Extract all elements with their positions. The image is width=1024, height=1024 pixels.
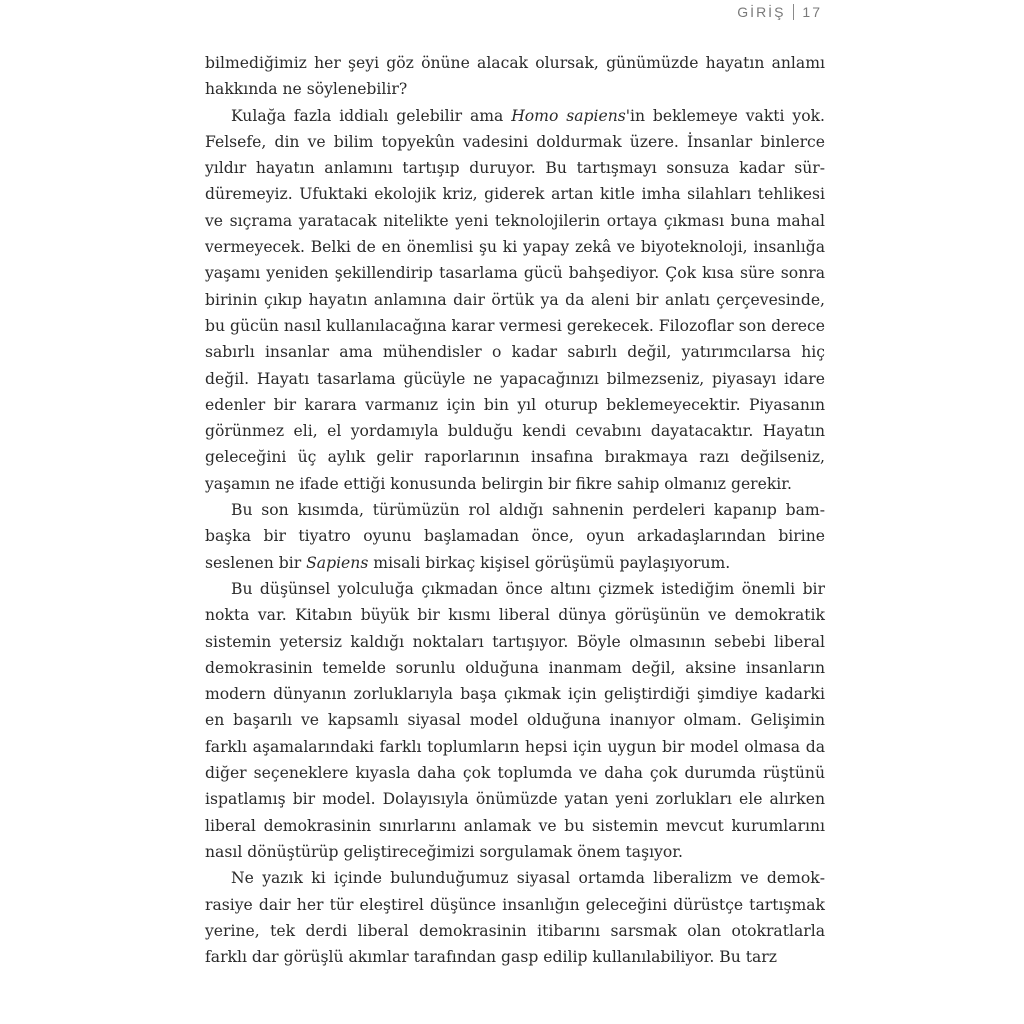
paragraph-5: Ne yazık ki içinde bulunduğumuz siyasal ortamda liberalizm ve demokrasiye dair her tür eleştirel düşünce insanlığın geleceğini dürüstçe tartışmak yerine, tek derdi liberal demokrasinin itibarını sarsmak olan otokratlarla farklı dar görüşlü akımlar tarafından gasp edilip kullanılabiliyor. Bu tarz	[205, 869, 825, 967]
italic-sapiens: Sapiens	[306, 553, 369, 572]
header-divider	[793, 4, 794, 20]
paragraph-3-part-2: misali birkaç kişisel görüşümü paylaşıyorum.	[368, 553, 731, 572]
paragraph-3-part-1: Bu son kısımda, türümüzün rol aldığı sahnenin perdeleri kapanıp bambaşka bir tiyatro oyunu başlamadan önce, oyun arkadaşlarından birine seslenen bir	[205, 501, 825, 572]
section-title: GİRİŞ	[737, 4, 786, 20]
running-head	[737, 4, 822, 20]
paragraph-1: bilmediğimiz her şeyi göz önüne alacak olursak, günümüzde hayatın anlamı hakkında ne söylenebilir?	[205, 54, 825, 99]
paragraph-3	[205, 497, 825, 576]
page-number: 17	[802, 4, 822, 20]
body-text	[205, 50, 825, 970]
paragraph-2	[205, 103, 825, 497]
paragraph-2-part-2: 'in beklemeye vakti yok. Felsefe, din ve bilim topyekûn vadesini doldurmak üzere. İnsanlar binlerce yıldır hayatın anlamını tartışıp duruyor. Bu tartışmayı sonsuza kadar sürdüremeyiz. Ufuktaki ekolojik kriz, giderek artan kitle imha silahları tehlikesi ve sıçrama yaratacak nitelikte yeni teknolojilerin ortaya çıkması buna mahal vermeyecek. Belki de en önemlisi şu ki yapay zekâ ve biyoteknoloji, insanlığa yaşamı yeniden şekillendirip tasarlama gücü bahşediyor. Çok kısa süre sonra birinin çıkıp hayatın anlamına dair örtük ya da aleni bir anlatı çerçevesinde, bu gücün nasıl kullanılacağına karar vermesi gerekecek. Filozoflar son derece sabırlı insanlar ama mühendisler o kadar sabırlı değil, yatırımcılarsa hiç değil. Hayatı tasarlama gücüyle ne yapacağınızı bilmezseniz, piyasayı idare edenler bir karara varmanız için bin yıl oturup beklemeyecektir. Piyasanın görünmez eli, el yordamıyla bulduğu kendi cevabını dayatacaktır. Hayatın geleceğini üç aylık gelir raporlarının insafına bırakmaya razı değilseniz, yaşamın ne ifade ettiği konusunda belirgin bir fikre sahip olmanız gerekir.	[205, 106, 825, 493]
italic-homo-sapiens: Homo sapiens	[511, 106, 626, 125]
paragraph-2-part-1: Kulağa fazla iddialı gelebilir ama	[231, 106, 512, 125]
paragraph-4: Bu düşünsel yolculuğa çıkmadan önce altını çizmek istediğim önemli bir nokta var. Kitabın büyük bir kısmı liberal dünya görüşünün ve demokratik sistemin yetersiz kaldığı noktaları tartışıyor. Böyle olmasının sebebi liberal demokrasinin temelde sorunlu olduğuna inanmam değil, aksine insanların modern dünyanın zorluklarıyla başa çıkmak için geliştirdiği şimdiye kadarki en başarılı ve kapsamlı siyasal model olduğuna inanıyor olmam. Gelişimin farklı aşamalarındaki farklı toplumların hepsi için uygun bir model olmasa da diğer seçeneklere kıyasla daha çok toplumda ve daha çok durumda rüştünü ispatlamış bir model. Dolayısıyla önümüzde yatan yeni zorlukları ele alırken liberal demokrasinin sınırlarını anlamak ve bu sistemin mevcut kurumlarını nasıl dönüştürüp geliştireceğimizi sorgulamak önem taşıyor.	[205, 579, 825, 861]
